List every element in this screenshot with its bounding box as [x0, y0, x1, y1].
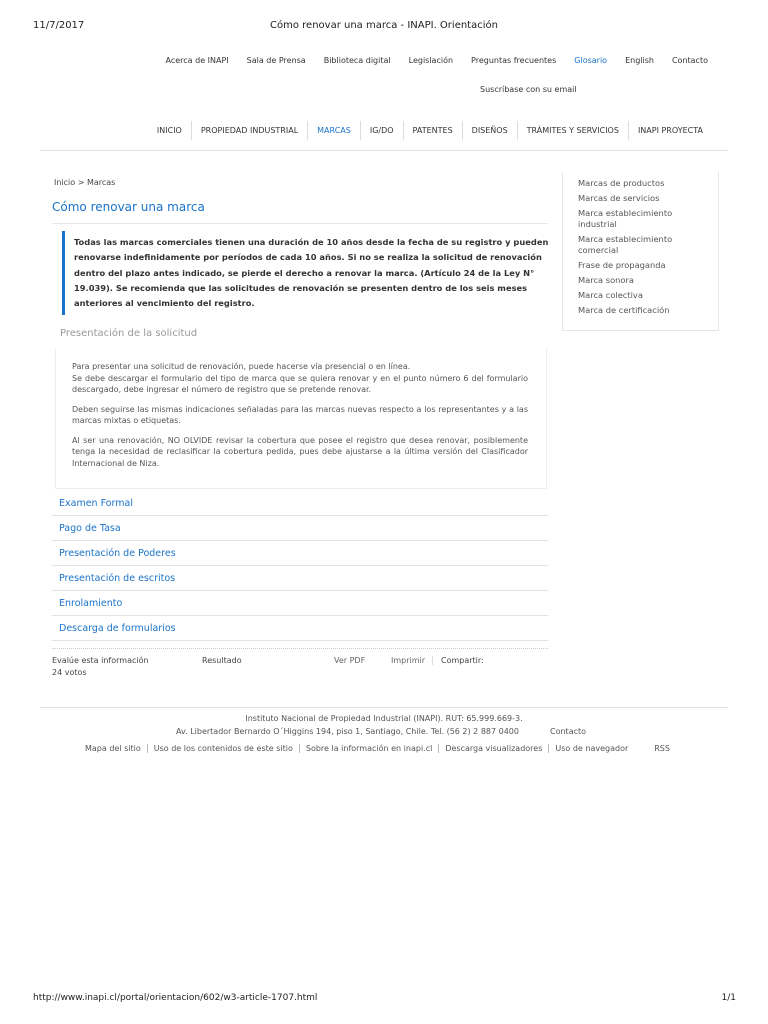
top-nav-glossary[interactable]: Glosario	[574, 56, 608, 65]
accordion-item-fee-payment[interactable]: Pago de Tasa	[52, 517, 548, 541]
view-pdf-link[interactable]: Ver PDF	[334, 656, 366, 665]
section-p1a: Para presentar una solicitud de renovación, puede hacerse vía presencial o en línea.	[72, 362, 411, 371]
main-nav-marcas[interactable]: MARCAS	[307, 121, 360, 140]
print-link[interactable]: Imprimir	[391, 656, 426, 665]
print-title: Cómo renovar una marca - INAPI. Orientación	[270, 20, 498, 31]
main-nav-industrial-property[interactable]: PROPIEDAD INDUSTRIAL	[191, 121, 307, 140]
footer-contact-link[interactable]: Contacto	[550, 727, 587, 736]
top-nav-press[interactable]: Sala de Prensa	[246, 56, 306, 65]
footer-link-browser[interactable]: Uso de navegador	[548, 744, 634, 753]
sidebar-item-collective-mark[interactable]: Marca colectiva	[578, 290, 643, 300]
accordion-item-forms-download[interactable]: Descarga de formularios	[52, 617, 548, 641]
main-nav-procedures[interactable]: TRÁMITES Y SERVICIOS	[517, 121, 628, 140]
intro-highlight: Todas las marcas comerciales tienen una duración de 10 años desde la fecha de su registro y pueden renovarse indefinidamente por períodos de cada 10 años. Si no se realiza la solicitud de renovación dentro del plazo antes indicado, se pierde el derecho a renovar la marca. (Artículo 24 de la Ley N° 19.039). Se recomienda que las solicitudes de renovación se presenten dentro de los seis meses anteriores al vencimiento del registro.	[62, 231, 550, 315]
main-nav-inapi-proyecta[interactable]: INAPI PROYECTA	[628, 121, 712, 140]
sidebar-item-slogan[interactable]: Frase de propaganda	[578, 260, 666, 270]
accordion-item-writings[interactable]: Presentación de escritos	[52, 567, 548, 591]
top-nav-english[interactable]: English	[625, 56, 654, 65]
print-url: http://www.inapi.cl/portal/orientacion/602/w3-article-1707.html	[33, 993, 318, 1003]
footer-link-sitemap[interactable]: Mapa del sitio	[85, 744, 141, 753]
footer-link-rss[interactable]: RSS	[654, 744, 670, 753]
main-nav-igdo[interactable]: IG/DO	[360, 121, 403, 140]
nav-divider	[40, 150, 728, 151]
top-nav-about[interactable]: Acerca de INAPI	[165, 56, 229, 65]
footer-link-about-info[interactable]: Sobre la información en inapi.cl	[299, 744, 438, 753]
sidebar-item-industrial-establishment[interactable]: Marca establecimiento industrial	[578, 208, 673, 229]
section-title: Presentación de la solicitud	[60, 328, 198, 339]
footer-divider	[40, 707, 728, 708]
section-p3: Al ser una renovación, NO OLVIDE revisar la cobertura que posee el registro que desea renovar, posiblemente tenga la necesidad de reclasificar la cobertura pedida, pues debe ajustarse a la última versión del Clasificador Internacional de Niza.	[72, 435, 528, 468]
print-page-number: 1/1	[721, 993, 736, 1003]
top-nav-legislation[interactable]: Legislación	[408, 56, 454, 65]
print-date: 11/7/2017	[33, 20, 85, 31]
subscribe-link[interactable]: Suscríbase con su email	[480, 85, 577, 94]
section-p2: Deben seguirse las mismas indicaciones señaladas para las marcas nuevas respecto a los representantes y a las marcas mixtas o etiquetas.	[72, 404, 528, 425]
section-p1b: Se debe descargar el formulario del tipo de marca que se quiera renovar y en el punto número 6 del formulario descargado, debe ingresar el número de registro que se pretende renovar.	[72, 373, 528, 394]
sidebar-item-commercial-establishment[interactable]: Marca establecimiento comercial	[578, 234, 673, 255]
accordion-item-powers[interactable]: Presentación de Poderes	[52, 542, 548, 566]
rating-votes: 24 votos	[52, 668, 87, 677]
sidebar-item-certification-mark[interactable]: Marca de certificación	[578, 305, 670, 315]
top-nav	[148, 56, 709, 65]
sidebar-list	[578, 178, 713, 320]
main-nav	[148, 121, 712, 140]
accordion-item-formal-exam[interactable]: Examen Formal	[52, 492, 548, 516]
main-nav-patents[interactable]: PATENTES	[403, 121, 462, 140]
sidebar-item-products[interactable]: Marcas de productos	[578, 178, 665, 188]
rating-divider	[52, 648, 548, 649]
top-nav-faq[interactable]: Preguntas frecuentes	[471, 56, 557, 65]
rating-label: Evalúe esta información	[52, 656, 149, 665]
title-divider	[52, 223, 548, 224]
breadcrumb[interactable]: Inicio > Marcas	[54, 178, 116, 187]
page-title: Cómo renovar una marca	[52, 200, 205, 214]
footer-links	[85, 744, 676, 753]
sidebar-item-sound-mark[interactable]: Marca sonora	[578, 275, 634, 285]
footer-institution: Instituto Nacional de Propiedad Industrial (INAPI). RUT: 65.999.669-3.	[245, 714, 523, 723]
accordion-list	[52, 492, 548, 642]
accordion-item-enrollment[interactable]: Enrolamiento	[52, 592, 548, 616]
top-nav-library[interactable]: Biblioteca digital	[323, 56, 391, 65]
footer-link-viewers[interactable]: Descarga visualizadores	[438, 744, 548, 753]
main-nav-home[interactable]: INICIO	[156, 126, 182, 135]
footer-link-content-use[interactable]: Uso de los contenidos de este sitio	[147, 744, 299, 753]
share-label: Compartir:	[432, 656, 484, 665]
sidebar-item-services[interactable]: Marcas de servicios	[578, 193, 660, 203]
main-nav-designs[interactable]: DISEÑOS	[462, 121, 517, 140]
rating-result[interactable]: Resultado	[202, 656, 242, 665]
section-body	[72, 361, 528, 477]
footer-address: Av. Libertador Bernardo O´Higgins 194, piso 1, Santiago, Chile. Tel. (56 2) 2 887 0400	[176, 727, 519, 736]
top-nav-contact[interactable]: Contacto	[671, 56, 708, 65]
